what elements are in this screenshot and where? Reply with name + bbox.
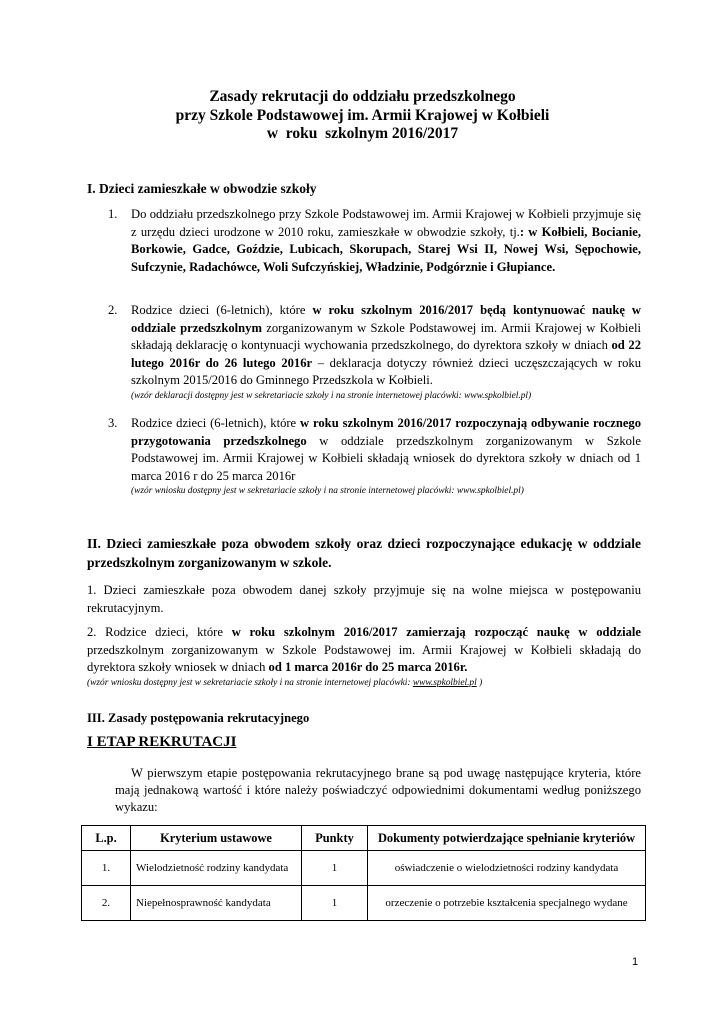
item-2-bold-a: w roku szkolnym 2016/2017 będą kontynuować naukę w oddziale przedszkolnym [131,303,642,335]
page-number: 1 [632,956,639,968]
table-row [82,851,646,886]
section-2-heading: II. Dzieci zamieszkałe poza obwodem szkoły oraz dzieci rozpoczynające edukację w oddziale przedszkolnym zorganizowanym w szkole. [87,536,641,570]
item-3-text-a: Rodzice dzieci (6-letnich), które [131,416,301,430]
section-1-heading: I. Dzieci zamieszkałe w obwodzie szkoły [87,181,317,196]
note-text-a: (wzór wniosku dostępny jest w sekretariacie szkoły i na stronie internetowej placówki: [87,677,413,688]
note-text-b: ) [476,677,483,688]
item-2-paragraph [131,302,641,403]
item-1-paragraph [131,206,641,276]
cell-documents: orzeczenie o potrzebie kształcenia specjalnego wydane [368,886,646,921]
item-2-number: 2. [108,303,118,317]
item-2-note: (wzór deklaracji dostępny jest w sekretariacie szkoły i na stronie internetowej placówki: www.spkolbiel.pl) [131,390,532,401]
item-1-number: 1. [108,207,118,221]
cell-criterion: Niepełnosprawność kandydata [131,886,302,921]
document-title [0,88,725,144]
table-row [82,886,646,921]
cell-lp: 1. [82,851,131,886]
stage-1-heading: I ETAP REKRUTACJI [87,734,237,750]
cell-criterion: Wielodzietność rodziny kandydata [131,851,302,886]
header-documents: Dokumenty potwierdzające spełnianie kryteriów [368,826,646,851]
criteria-table [81,825,646,921]
p2-text-b: przedszkolnym zorganizowanym w Szkole Podstawowej im. Armii Krajowej w Kołbieli składają do dyrektora szkoły wniosek w dniach [87,642,641,675]
title-line-3: w roku szkolnym 2016/2017 [266,125,459,142]
cell-points: 1 [302,886,368,921]
header-points: Punkty [302,826,368,851]
p2-bold-a: w roku szkolnym 2016/2017 zamierzają rozpocząć naukę w oddziale [231,625,641,639]
section-2-note [87,677,641,690]
section-3-heading: III. Zasady postępowania rekrutacyjnego [87,711,310,725]
cell-documents: oświadczenie o wielodzietności rodziny kandydata [368,851,646,886]
item-2-bold-b: od 22 lutego 2016r do 26 lutego 2016r [131,338,641,370]
header-lp: L.p. [82,826,131,851]
item-2-text-b: zorganizowanym w Szkole Podstawowej im. Armii Krajowej w Kołbieli składają deklarację o kontynuacji wychowania przedszkolnego, do dyrektora szkoły w dniach [131,320,641,353]
stage-1-intro: W pierwszym etapie postępowania rekrutacyjnego brane są pod uwagę następujące kryteria, które mają jednakową wartość i które należy poświadczyć odpowiednimi dokumentami według poniższego wykazu: [115,766,641,814]
p2-text-a: 2. Rodzice dzieci, które [87,625,232,639]
item-3-number: 3. [108,416,118,430]
item-3-note: (wzór wniosku dostępny jest w sekretariacie szkoły i na stronie internetowej placówki: www.spkolbiel.pl) [131,486,524,497]
item-2-text-c: – deklaracja dotyczy również dzieci uczęszczających w roku szkolnym 2015/2016 do Gminnego Przedszkola w Kołbieli. [131,355,641,388]
table-header-row [82,826,646,851]
item-1-text-a: Do oddziału przedszkolnego przy Szkole Podstawowej im. Armii Krajowej w Kołbieli przyjmuje się z urzędu dzieci urodzone w 2010 roku, zamieszkałe w obwodzie szkoły, tj. [131,207,641,239]
title-line-2: przy Szkole Podstawowej im. Armii Krajowej w Kołbieli [175,106,550,124]
cell-lp: 2. [82,886,131,921]
header-criterion: Kryterium ustawowe [131,826,302,851]
section-2-paragraph-1: 1. Dzieci zamieszkałe poza obwodem danej szkoły przyjmuje się na wolne miejsca w postępowaniu rekrutacyjnym. [87,583,641,615]
title-line-1: Zasady rekrutacji do oddziału przedszkolnego [209,88,516,105]
item-3-text-b: w oddziale przedszkolnym zorganizowanym w Szkole Podstawowej im. Armii Krajowej w Kołbieli składają wniosek do dyrektora szkoły w dniach od 1 marca 2016 r do 25 marca 2016r [131,433,641,483]
item-3-bold-a: w roku szkolnym 2016/2017 rozpoczynają odbywanie rocznego przygotowania przedszkolnego [131,416,642,448]
item-3-paragraph [131,415,641,498]
cell-points: 1 [302,851,368,886]
item-2-text-a: Rodzice dzieci (6-letnich), które [131,303,313,317]
p2-bold-b: od 1 marca 2016r do 25 marca 2016r. [268,660,468,675]
section-2-paragraph-2 [87,624,641,690]
spkolbiel-link[interactable]: www.spkolbiel.pl [412,677,477,688]
item-1-text-b: : w Kołbieli, Bocianie, Borkowie, Gadce, Goździe, Lubicach, Skorupach, Starej Wsi II, Nowej Wsi, Sępochowie, Sufczynie, Radachówce, Woli Sufczyńskiej, Władzinie, Podgórznie i Głupiance. [131,224,641,274]
